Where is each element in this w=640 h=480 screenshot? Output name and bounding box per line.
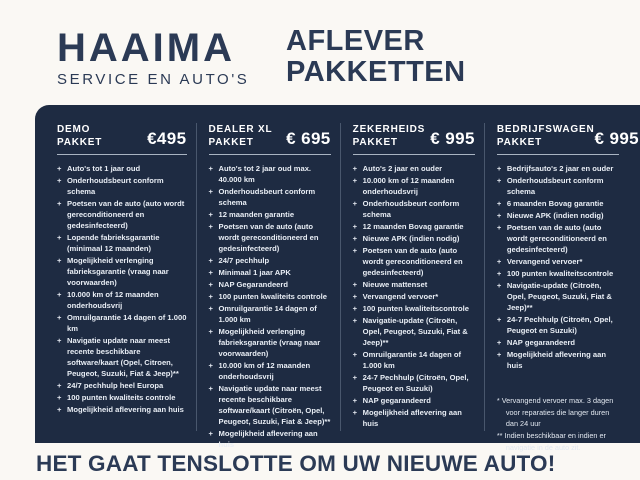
package-name-line1: BEDRIJFSWAGEN [496,124,595,135]
package-item [353,198,475,220]
plus-bullet-icon: + [208,164,213,173]
plus-bullet-icon: + [352,396,358,405]
plus-bullet-icon: + [496,315,502,324]
package-item [57,380,187,391]
package-card [484,123,640,452]
package-item [353,163,475,174]
plus-bullet-icon: + [57,405,62,414]
plus-bullet-icon: + [57,336,62,345]
package-item [353,395,475,406]
package-item [57,289,187,311]
plus-bullet-icon: + [352,408,358,417]
package-item [209,279,331,290]
plus-bullet-icon: + [496,164,502,173]
package-item [497,280,619,313]
plus-bullet-icon: + [208,361,213,370]
packages-panel [35,105,640,452]
package-item [497,163,619,174]
package-item-text: NAP Gegarandeerd [218,280,288,289]
package-item [209,360,331,382]
footnote: ** Indien beschikbaar en indien er navigatie in de auto zit. [496,431,606,452]
package-item-text: Auto's tot 2 jaar oud max. 40.000 km [218,164,312,184]
package-item [497,198,619,209]
package-name-line2: PAKKET [496,137,543,148]
package-item-text: Nieuwe APK (indien nodig) [506,211,604,220]
package-item-text: 24-7 Pechhulp (Citroën, Opel, Peugeot en Suzuki) [506,315,613,335]
package-item [57,198,187,231]
brand-logo [57,28,249,88]
package-item-list [497,163,619,371]
package-item [57,163,187,174]
package-item-text: Omruilgarantie 14 dagen of 1.000 km [362,350,461,370]
plus-bullet-icon: + [208,292,213,301]
plus-bullet-icon: + [352,199,358,208]
package-item-text: 12 maanden garantie [218,210,295,219]
package-item-text: 6 maanden Bovag garantie [506,199,604,208]
package-item-text: Omruilgarantie 14 dagen of 1.000 km [67,313,187,333]
footer-tagline: HET GAAT TENSLOTTE OM UW NIEUWE AUTO! [36,451,556,476]
plus-bullet-icon: + [57,290,62,299]
package-item-list [353,163,475,429]
plus-bullet-icon: + [496,269,502,278]
package-item-text: Nieuwe mattenset [362,280,428,289]
package-item [209,428,331,450]
package-item [57,255,187,288]
package-item-text: Navigatie-update (Citroën, Opel, Peugeot, Suzuki, Fiat & Jeep)** [362,316,468,347]
plus-bullet-icon: + [208,384,213,393]
package-item-text: Mogelijkheid verlenging fabrieksgarantie (vraag naar voorwaarden) [67,256,169,287]
package-item-text: 100 punten kwaliteits controle [67,393,176,402]
plus-bullet-icon: + [496,338,502,347]
package-item-text: Auto's 2 jaar en ouder [362,164,443,173]
package-item-text: Nieuwe APK (indien nodig) [362,234,460,243]
package-item [57,232,187,254]
package-name-line1: DEMO [57,124,91,135]
package-item [209,255,331,266]
package-name [497,123,595,149]
brand-name: HAAIMA [57,26,235,70]
plus-bullet-icon: + [496,223,502,232]
package-item [209,209,331,220]
package-header [57,123,187,149]
plus-bullet-icon: + [208,280,213,289]
package-item-text: Onderhoudsbeurt conform schema [218,187,316,207]
plus-bullet-icon: + [496,176,502,185]
package-item [353,407,475,429]
package-name-line2: PAKKET [352,137,398,148]
plus-bullet-icon: + [352,246,358,255]
plus-bullet-icon: + [496,257,502,266]
package-item-text: 100 punten kwaliteitscontrole [506,269,614,278]
plus-bullet-icon: + [57,313,62,322]
plus-bullet-icon: + [57,199,62,208]
plus-bullet-icon: + [208,304,213,313]
package-header [209,123,331,149]
package-item-text: Onderhoudsbeurt conform schema [506,176,604,196]
package-item-text: 24/7 pechhulp [218,256,270,265]
package-item-text: Navigatie update naar meest recente beschikbare software/kaart (Opel, Citroen, Peugeot, Suzuki, Fiat & Jeep)** [67,336,179,378]
brand-tagline: SERVICE EN AUTO'S [57,71,250,88]
package-item [353,315,475,348]
plus-bullet-icon: + [57,256,62,265]
package-item-text: Lopende fabrieksgarantie (minimaal 12 maanden) [67,233,160,253]
package-header [496,123,640,149]
package-item [209,291,331,302]
plus-bullet-icon: + [352,350,358,359]
plus-bullet-icon: + [496,211,502,220]
package-item-text: 100 punten kwaliteits controle [218,292,327,301]
plus-bullet-icon: + [208,327,213,336]
plus-bullet-icon: + [352,176,358,185]
package-item-text: 24-7 Pechhulp (Citroën, Opel, Peugeot en Suzuki) [362,373,469,393]
plus-bullet-icon: + [208,187,213,196]
package-item [353,233,475,244]
package-item [209,267,331,278]
package-name [57,123,102,149]
plus-bullet-icon: + [208,429,213,438]
plus-bullet-icon: + [57,164,62,173]
package-price: € 995 [430,129,475,148]
package-footnotes [497,395,619,453]
page-title [286,26,466,89]
plus-bullet-icon: + [57,176,62,185]
package-price: € 695 [286,129,331,148]
package-item-text: Vervangend vervoer* [506,257,583,266]
package-item [353,303,475,314]
plus-bullet-icon: + [208,210,213,219]
package-item [57,175,187,197]
package-item [353,175,475,197]
package-item-text: Poetsen van de auto (auto wordt gereconditioneerd en gedesinfecteerd) [67,199,185,230]
package-item [209,186,331,208]
package-card [57,123,196,431]
package-item-text: Navigatie update naar meest recente beschikbare software/kaart (Citroën, Opel, Peugeot, Suzuki, Fiat & Jeep)** [218,384,331,426]
package-item-text: Poetsen van de auto (auto wordt gereconditioneerd en gedesinfecteerd) [218,222,319,253]
package-item [497,210,619,221]
page-title-line2: PAKKETTEN [286,56,466,89]
plus-bullet-icon: + [496,281,502,290]
package-item-text: Onderhoudsbeurt conform schema [67,176,164,196]
plus-bullet-icon: + [352,316,358,325]
package-name-line1: DEALER XL [208,124,273,135]
package-item-text: Poetsen van de auto (auto wordt gereconditioneerd en gedesinfecteerd) [362,246,463,277]
plus-bullet-icon: + [496,350,502,359]
package-price: €495 [147,129,187,148]
package-item-text: Vervangend vervoer* [362,292,439,301]
plus-bullet-icon: + [57,381,62,390]
package-name [353,123,425,149]
package-item-text: Auto's tot 1 jaar oud [67,164,141,173]
package-item-text: Mogelijkheid aflevering aan huis [67,405,184,414]
package-item [497,349,619,371]
package-card [196,123,340,449]
package-price: € 995 [594,129,640,148]
package-item-text: NAP gegarandeerd [362,396,431,405]
package-item [57,404,187,415]
package-item [497,268,619,279]
package-item-text: 10.000 km of 12 maanden onderhoudsvrij [67,290,159,310]
package-item [209,221,331,254]
package-card [340,123,484,431]
package-item-text: Mogelijkheid aflevering aan huis [362,408,462,428]
page-title-line1: AFLEVER [286,25,425,57]
package-item [497,256,619,267]
package-divider [57,154,187,155]
plus-bullet-icon: + [352,292,358,301]
plus-bullet-icon: + [352,280,358,289]
package-item [353,221,475,232]
package-item-text: Onderhoudsbeurt conform schema [362,199,460,219]
plus-bullet-icon: + [352,373,358,382]
package-item-text: Navigatie-update (Citroën, Opel, Peugeot, Suzuki, Fiat & Jeep)** [506,281,612,312]
package-item [57,312,187,334]
plus-bullet-icon: + [208,222,213,231]
package-name-line2: PAKKET [208,137,254,148]
package-item-text: 12 maanden Bovag garantie [362,222,464,231]
package-item [353,245,475,278]
package-item-text: Omruilgarantie 14 dagen of 1.000 km [218,304,317,324]
package-item [209,326,331,359]
package-item-text: NAP gegarandeerd [506,338,576,347]
package-item-list [209,163,331,450]
package-item-text: Mogelijkheid verlenging fabrieksgarantie (vraag naar voorwaarden) [218,327,321,358]
package-item-text: Mogelijkheid aflevering aan huis [218,429,318,449]
package-item [57,335,187,379]
package-item-text: 10.000 km of 12 maanden onderhoudsvrij [218,361,311,381]
package-item [497,337,619,348]
package-item [209,163,331,185]
package-item [497,314,619,336]
package-name-line1: ZEKERHEIDS [352,124,426,135]
package-item-text: 10.000 km of 12 maanden onderhoudsvrij [362,176,455,196]
plus-bullet-icon: + [57,393,62,402]
plus-bullet-icon: + [57,233,62,242]
package-item-text: 100 punten kwaliteitscontrole [362,304,470,313]
package-item [209,383,331,427]
package-item [353,349,475,371]
plus-bullet-icon: + [352,304,358,313]
package-item [353,372,475,394]
package-item [353,291,475,302]
package-divider [209,154,331,155]
package-item-text: Bedrijfsauto's 2 jaar en ouder [506,164,614,173]
plus-bullet-icon: + [352,222,358,231]
package-item [57,392,187,403]
package-item [497,175,619,197]
plus-bullet-icon: + [208,256,213,265]
package-item [353,279,475,290]
plus-bullet-icon: + [208,268,213,277]
package-item-text: 24/7 pechhulp heel Europa [67,381,164,390]
package-header [353,123,475,149]
package-item [497,222,619,255]
package-item-text: Poetsen van de auto (auto wordt gereconditioneerd en gedesinfecteerd) [506,223,607,254]
plus-bullet-icon: + [352,234,358,243]
package-item-text: Mogelijkheid aflevering aan huis [506,350,607,370]
package-item-list [57,163,187,415]
package-divider [497,154,619,155]
package-name [209,123,273,149]
package-item-text: Minimaal 1 jaar APK [218,268,291,277]
footnote: * Vervangend vervoer max. 3 dagen voor reparaties die langer duren dan 24 uur [496,396,614,429]
package-item [209,303,331,325]
plus-bullet-icon: + [496,199,502,208]
plus-bullet-icon: + [352,164,358,173]
package-divider [353,154,475,155]
package-name-line2: PAKKET [57,137,103,148]
